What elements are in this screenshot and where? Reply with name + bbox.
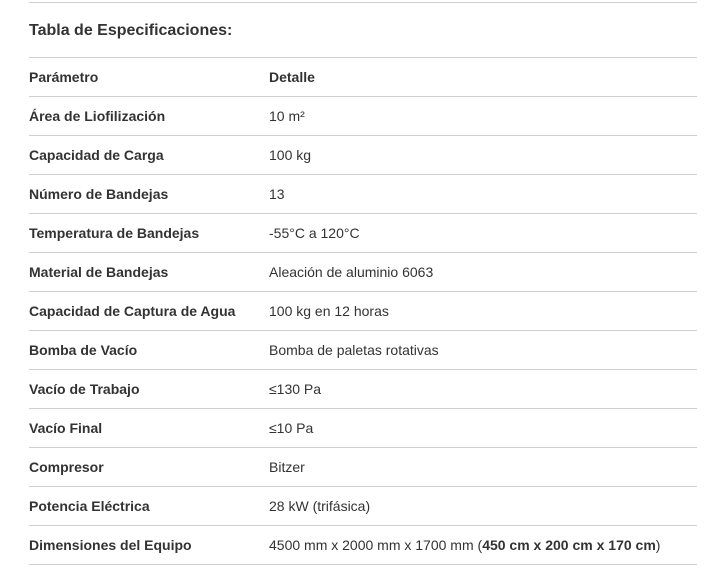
row-parameter: Bomba de Vacío (29, 331, 269, 370)
row-detail (269, 526, 697, 565)
row-detail: ≤130 Pa (269, 370, 697, 409)
header-parameter: Parámetro (29, 58, 269, 97)
table-row (29, 331, 697, 370)
table-row (29, 487, 697, 526)
dimensions-mm: 4500 mm x 2000 mm x 1700 mm ( (269, 537, 483, 553)
row-detail: 100 kg (269, 136, 697, 175)
row-detail: 13 (269, 175, 697, 214)
table-row (29, 409, 697, 448)
table-row (29, 253, 697, 292)
row-detail: 10 m² (269, 97, 697, 136)
table-row (29, 370, 697, 409)
row-parameter: Capacidad de Carga (29, 136, 269, 175)
row-detail: Bomba de paletas rotativas (269, 331, 697, 370)
table-row (29, 448, 697, 487)
row-parameter: Material de Bandejas (29, 253, 269, 292)
row-parameter: Potencia Eléctrica (29, 487, 269, 526)
row-parameter: Número de Bandejas (29, 175, 269, 214)
row-parameter: Temperatura de Bandejas (29, 214, 269, 253)
row-parameter: Compresor (29, 448, 269, 487)
row-parameter: Vacío de Trabajo (29, 370, 269, 409)
dimensions-cm: 450 cm x 200 cm x 170 cm (482, 537, 656, 553)
table-row (29, 214, 697, 253)
table-row (29, 526, 697, 565)
row-detail: Aleación de aluminio 6063 (269, 253, 697, 292)
section-title: Tabla de Especificaciones: (29, 22, 233, 39)
row-detail: -55°C a 120°C (269, 214, 697, 253)
top-divider (29, 2, 697, 3)
table-row (29, 97, 697, 136)
specifications-table (29, 57, 697, 565)
table-row (29, 175, 697, 214)
row-parameter: Área de Liofilización (29, 97, 269, 136)
row-detail: 28 kW (trifásica) (269, 487, 697, 526)
row-parameter: Vacío Final (29, 409, 269, 448)
row-detail: 100 kg en 12 horas (269, 292, 697, 331)
header-detail: Detalle (269, 58, 697, 97)
row-detail: Bitzer (269, 448, 697, 487)
row-parameter: Capacidad de Captura de Agua (29, 292, 269, 331)
table-row (29, 136, 697, 175)
table-header-row (29, 58, 697, 97)
dimensions-close-paren: ) (655, 537, 661, 553)
table-row (29, 292, 697, 331)
row-parameter: Dimensiones del Equipo (29, 526, 269, 565)
row-detail: ≤10 Pa (269, 409, 697, 448)
